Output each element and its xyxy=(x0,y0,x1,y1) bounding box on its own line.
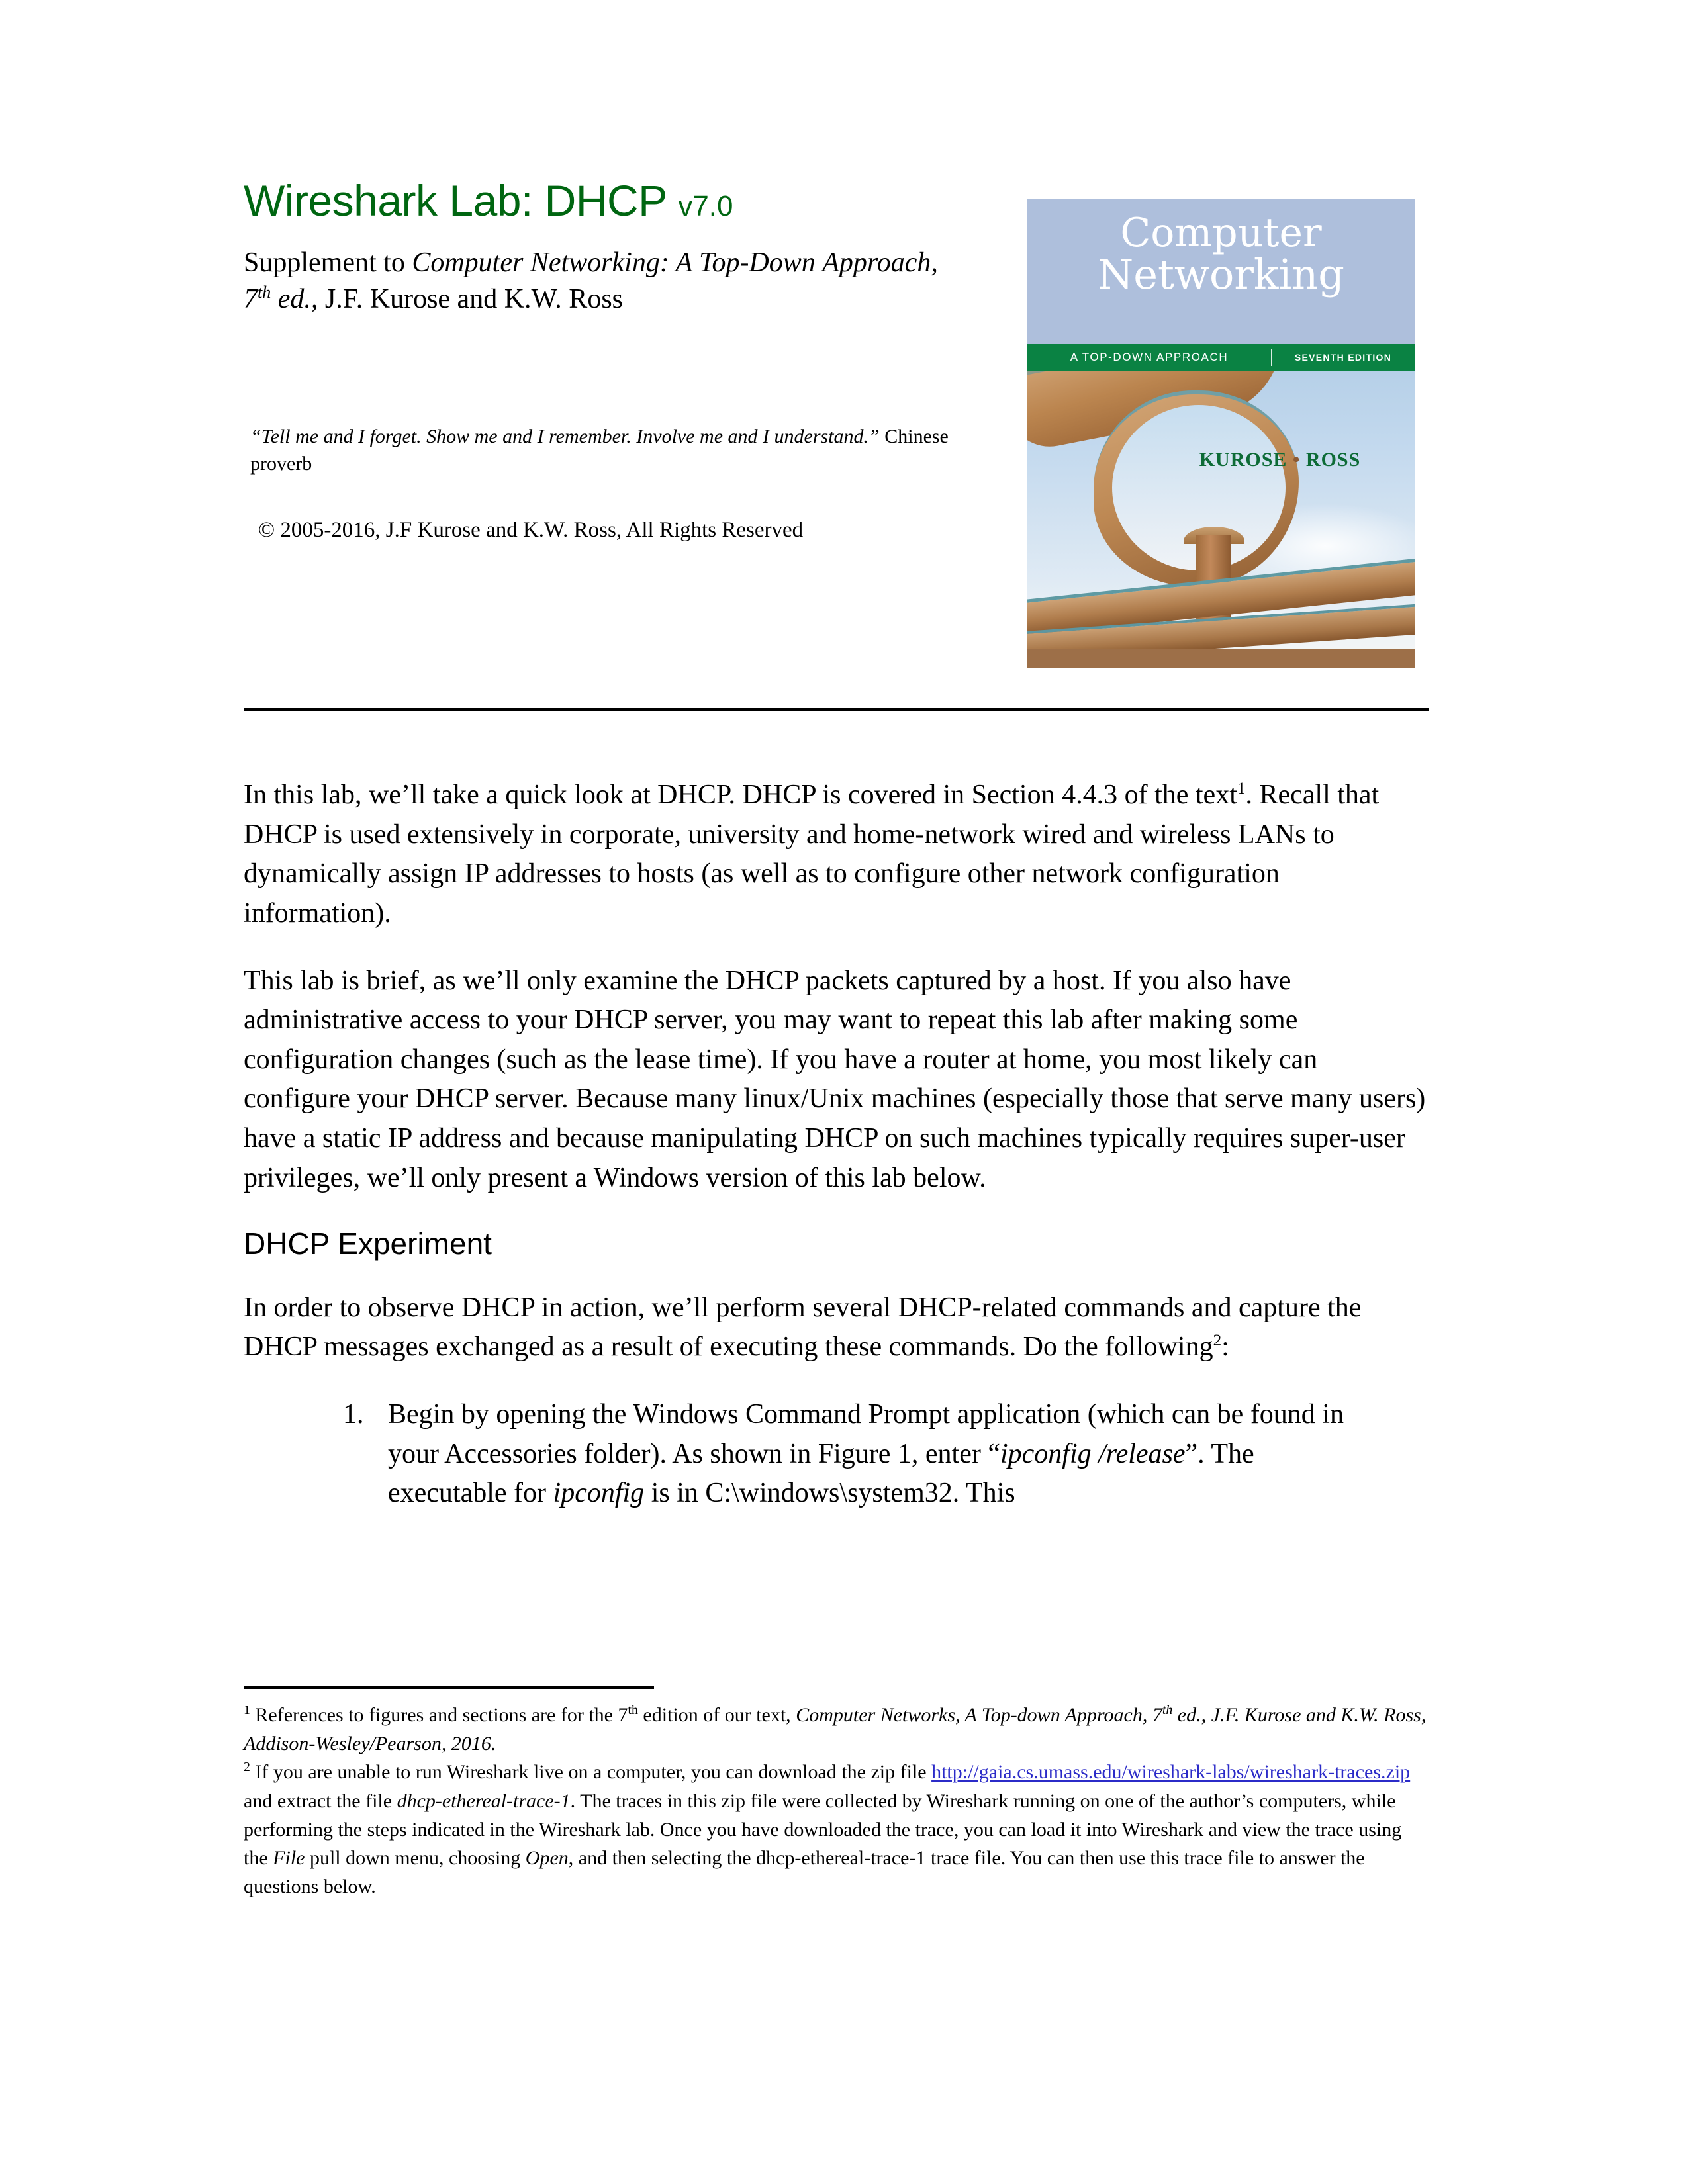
footnote-2-text-c: . The traces in this zip file were collected by Wireshark running on one of the author’s computers, while performing the steps indicated in the Wireshark lab. Once you have downloaded the trace, you can load it into Wireshark and view the trace using the xyxy=(244,1790,1402,1869)
step1-command: ipconfig /release xyxy=(1000,1438,1186,1469)
footnote-1-text-b: edition of our text, xyxy=(637,1704,796,1726)
paragraph-experiment-a: In order to observe DHCP in action, we’ll perform several DHCP-related commands and capture the DHCP messages exchanged as a result of executing these commands. Do the following xyxy=(244,1292,1362,1363)
document-body xyxy=(244,776,1429,1533)
copyright-line: © 2005-2016, J.F Kurose and K.W. Ross, All Rights Reserved xyxy=(258,518,804,542)
list-item xyxy=(343,1395,1366,1514)
steps-list xyxy=(244,1395,1429,1514)
footnote-2-text-d: pull down menu, choosing xyxy=(305,1846,526,1869)
step1-text-a: Begin by opening the Windows Command Prompt application (which can be found in your Accessories folder). As shown in Figure 1, enter “ xyxy=(388,1399,1344,1469)
paragraph-intro-b: . Recall that DHCP is used extensively in corporate, university and home-network wired and wireless LANs to dynamically assign IP addresses to hosts (as well as to configure other network configuration information). xyxy=(244,780,1380,929)
cover-band-divider xyxy=(1271,349,1272,366)
footnote-2-text-e: , and then selecting the dhcp-ethereal-trace-1 trace file. You can then use this trace file to answer the questions below. xyxy=(244,1846,1365,1898)
footnote-1 xyxy=(244,1701,1429,1758)
cover-approach-label: A TOP-DOWN APPROACH xyxy=(1070,351,1229,363)
paragraph-intro-a: In this lab, we’ll take a quick look at DHCP. DHCP is covered in Section 4.4.3 of the text xyxy=(244,780,1237,810)
paragraph-intro xyxy=(244,776,1429,934)
subtitle-prefix: Supplement to xyxy=(244,248,412,278)
section-heading-dhcp-experiment: DHCP Experiment xyxy=(244,1226,492,1261)
footnote-2-marker: 2 xyxy=(244,1760,250,1775)
wireshark-traces-zip-link[interactable]: http://gaia.cs.umass.edu/wireshark-labs/wireshark-traces.zip xyxy=(931,1761,1411,1784)
page-title-version: v7.0 xyxy=(678,190,733,222)
footnote-2-menu-file: File xyxy=(273,1846,305,1869)
footnote-2-menu-open: Open xyxy=(525,1846,569,1869)
footnote-ref-2[interactable]: 2 xyxy=(1213,1332,1222,1350)
subtitle-authors: J.F. Kurose and K.W. Ross xyxy=(318,283,624,314)
footnote-ref-1[interactable]: 1 xyxy=(1237,780,1246,797)
header-text-column xyxy=(244,176,985,542)
footnote-section xyxy=(244,1686,1429,1901)
quote-text: “Tell me and I forget. Show me and I remember. Involve me and I understand.” xyxy=(250,426,880,447)
footnote-1-title-ordinal: th xyxy=(1162,1703,1173,1717)
footnote-2-trace-file: dhcp-ethereal-trace-1 xyxy=(397,1790,571,1812)
cover-title-line1: Computer xyxy=(1120,210,1322,256)
cover-photograph xyxy=(1027,371,1415,668)
subtitle-book-line1: Computer Networking: A Top-Down xyxy=(412,248,816,278)
footnote-2-text-b: and extract the file xyxy=(244,1790,397,1812)
paragraph-experiment-b: : xyxy=(1221,1332,1229,1363)
ground-strip xyxy=(1027,649,1415,668)
footnote-1-text-a: References to figures and sections are for the 7 xyxy=(250,1704,628,1726)
cover-green-band xyxy=(1027,344,1415,371)
footnote-2 xyxy=(244,1758,1429,1901)
cover-author-separator-dot: • xyxy=(1292,449,1301,471)
footnote-2-text-a: If you are unable to run Wireshark live on a computer, you can download the zip file xyxy=(250,1761,932,1784)
step1-command-2: ipconfig xyxy=(553,1478,645,1509)
footnote-separator-rule xyxy=(244,1686,654,1689)
cover-authors xyxy=(1027,449,1415,471)
page-title xyxy=(244,176,985,225)
footnote-1-book-title: Computer Networks, A Top-down Approach, 7 xyxy=(796,1704,1162,1726)
paragraph-lab-scope: This lab is brief, as we’ll only examine the DHCP packets captured by a host. If you also have administrative access to your DHCP server, you may want to repeat this lab after making some configuration changes (such as the lease time). If you have a router at home, you most likely can configure your DHCP server. Because many linux/Unix machines (especially those that serve many users) have a static IP address and because manipulating DHCP on such machines typically requires super-user privileges, we’ll only present a Windows version of this lab below. xyxy=(244,965,1426,1193)
page-title-main: Wireshark Lab: DHCP xyxy=(244,176,667,225)
cover-title xyxy=(1027,210,1415,299)
document-subtitle xyxy=(244,245,945,317)
step1-text-b: ”. The executable for xyxy=(388,1438,1254,1509)
subtitle-book-line2: Approach, 7 xyxy=(244,248,938,314)
subtitle-ordinal: th xyxy=(258,282,271,302)
step1-text-c: is in C:\windows\system32. This xyxy=(644,1478,1015,1509)
quote-attribution: Chinese proverb xyxy=(250,426,949,475)
cover-author-ross: ROSS xyxy=(1305,449,1361,471)
footnote-1-title-b: ed., J.F. Kurose and K.W. Ross, Addison-Wesley/Pearson, 2016. xyxy=(244,1704,1427,1755)
footnote-1-marker: 1 xyxy=(244,1703,250,1717)
footnote-1-ordinal: th xyxy=(628,1703,638,1717)
paragraph-experiment-intro xyxy=(244,1289,1429,1367)
subtitle-book-line2b: ed., xyxy=(271,283,318,314)
epigraph-quote xyxy=(250,424,972,478)
header-divider-rule xyxy=(244,708,1429,711)
cover-title-line2: Networking xyxy=(1098,250,1344,299)
cover-edition-label: SEVENTH EDITION xyxy=(1294,352,1392,363)
cover-author-kurose: KUROSE xyxy=(1199,449,1288,471)
book-cover-image xyxy=(1027,199,1415,668)
